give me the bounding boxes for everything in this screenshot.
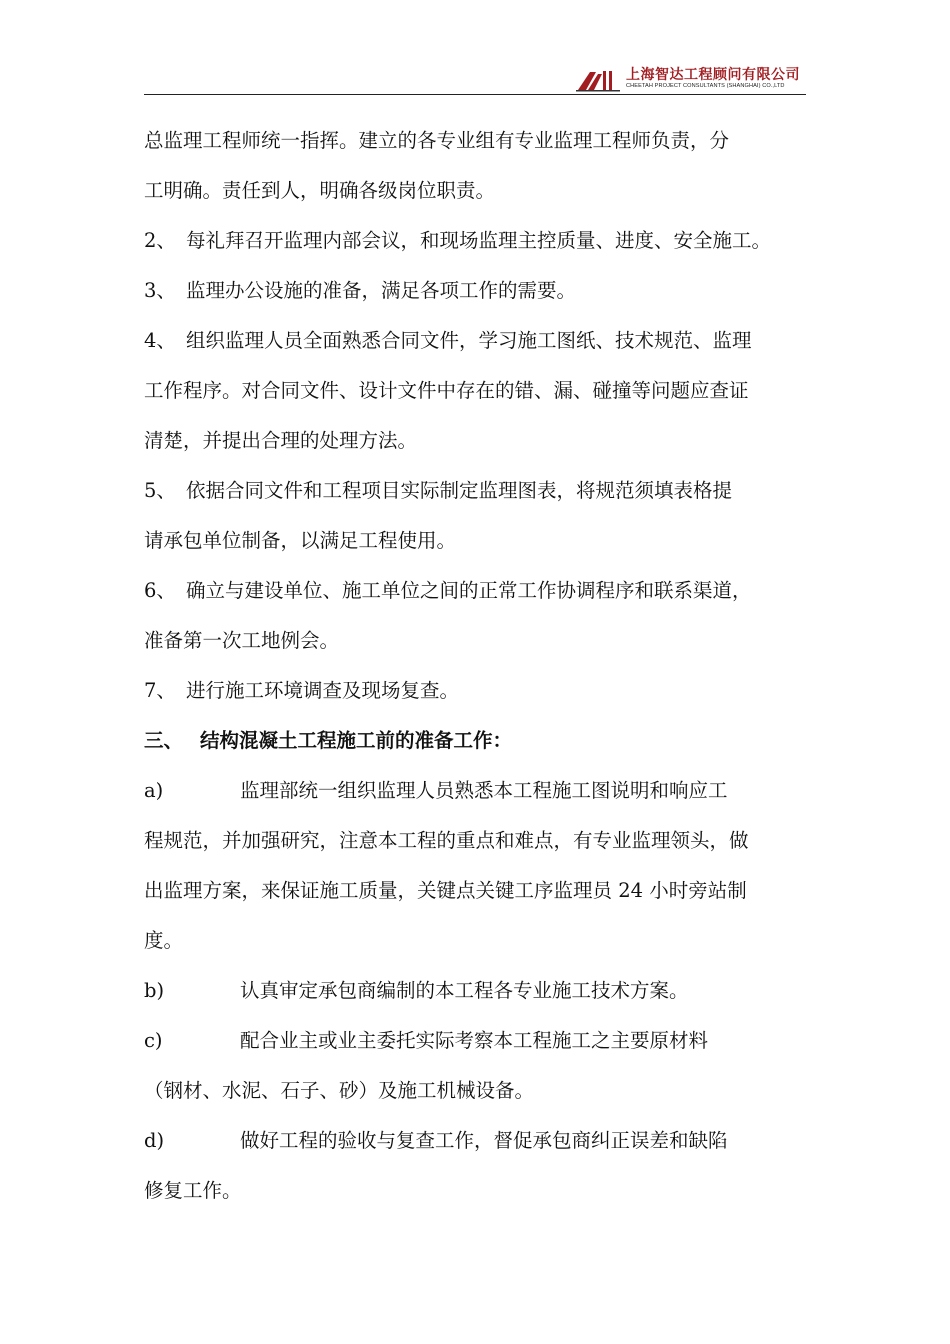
list-letter: c) (144, 1029, 163, 1052)
paragraph-line: 修复工作。 (144, 1179, 242, 1202)
list-item: 6、 确立与建设单位、施工单位之间的正常工作协调程序和联系渠道， (144, 566, 810, 616)
list-item: 7、 进行施工环境调查及现场复查。 (144, 666, 810, 716)
document-body (144, 116, 810, 1216)
company-name-en: CHEETAH PROJECT CONSULTANTS (SHANGHAI) CO.,LTD (626, 83, 785, 90)
list-item: 2、 每礼拜召开监理内部会议，和现场监理主控质量、进度、安全施工。 (144, 216, 810, 266)
paragraph-line: 总监理工程师统一指挥。建立的各专业组有专业监理工程师负责，分 (144, 129, 730, 152)
list-letter: b) (144, 979, 165, 1002)
paragraph-line: 程规范，并加强研究，注意本工程的重点和难点，有专业监理领头，做 (144, 829, 749, 852)
list-item: b) 认真审定承包商编制的本工程各专业施工技术方案。 (144, 966, 810, 1016)
list-number: 2、 (144, 229, 176, 252)
paragraph-line: 出监理方案，来保证施工质量，关键点关键工序监理员 24 小时旁站制 (144, 879, 747, 902)
list-item: c) 配合业主或业主委托实际考察本工程施工之主要原材料 (144, 1016, 810, 1066)
list-item: 5、 依据合同文件和工程项目实际制定监理图表，将规范须填表格提 (144, 466, 810, 516)
section-heading: 三、 结构混凝土工程施工前的准备工作： (144, 716, 810, 766)
company-logo (576, 66, 800, 92)
section-number: 三、 (144, 729, 184, 752)
page-header (144, 64, 806, 95)
paragraph-line: 工明确。责任到人，明确各级岗位职责。 (144, 179, 496, 202)
list-item: d) 做好工程的验收与复查工作，督促承包商纠正误差和缺陷 (144, 1116, 810, 1166)
paragraph-line: 度。 (144, 929, 184, 952)
paragraph-line: 请承包单位制备，以满足工程使用。 (144, 529, 457, 552)
list-letter: a) (144, 779, 164, 802)
paragraph-line: 准备第一次工地例会。 (144, 629, 340, 652)
paragraph-line: 工作程序。对合同文件、设计文件中存在的错、漏、碰撞等问题应查证 (144, 379, 749, 402)
cheetah-logo-icon (576, 66, 620, 92)
list-letter: d) (144, 1129, 165, 1152)
list-number: 7、 (144, 679, 176, 702)
paragraph-line: 清楚，并提出合理的处理方法。 (144, 429, 418, 452)
list-item: a) 监理部统一组织监理人员熟悉本工程施工图说明和响应工 (144, 766, 810, 816)
list-number: 6、 (144, 579, 176, 602)
list-number: 5、 (144, 479, 176, 502)
paragraph-line: （钢材、水泥、石子、砂）及施工机械设备。 (144, 1079, 535, 1102)
list-number: 4、 (144, 329, 176, 352)
list-number: 3、 (144, 279, 176, 302)
company-name-cn: 上海智达工程顾问有限公司 (626, 67, 800, 84)
list-item: 4、 组织监理人员全面熟悉合同文件，学习施工图纸、技术规范、监理 (144, 316, 810, 366)
list-item: 3、 监理办公设施的准备，满足各项工作的需要。 (144, 266, 810, 316)
